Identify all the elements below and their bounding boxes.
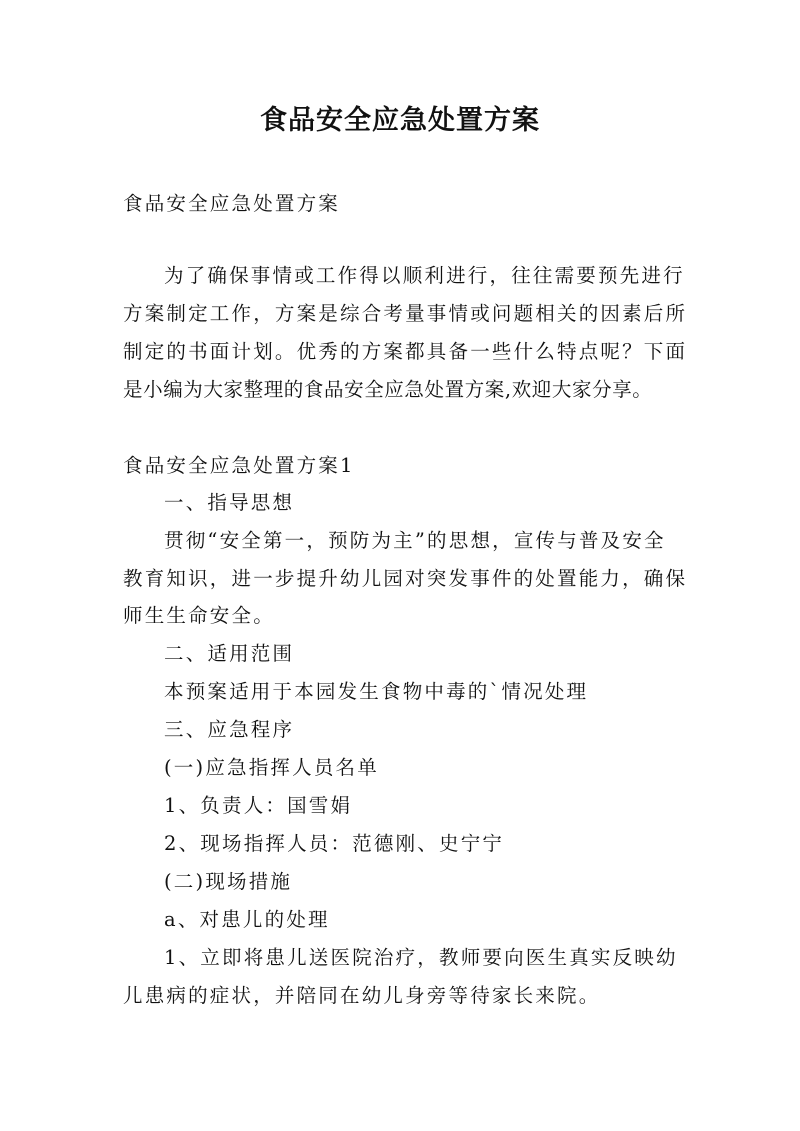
item-onsite-commanders: 2、现场指挥人员：范德刚、史宁宁 <box>164 832 505 855</box>
paragraph-3-line-2: 儿患病的症状，并陪同在幼儿身旁等待家长来院。 <box>123 984 601 1007</box>
paragraph-1-line-2: 教育知识，进一步提升幼儿园对突发事件的处置能力，确保 <box>123 567 688 590</box>
paragraph-3-line-1: 1、立即将患儿送医院治疗，教师要向医生真实反映幼 <box>164 946 678 969</box>
intro-line-1: 为了确保事情或工作得以顺利进行，往往需要预先进行 <box>164 264 685 287</box>
heading-scope: 二、适用范围 <box>164 642 295 665</box>
document-subtitle: 食品安全应急处置方案 <box>123 192 341 215</box>
paragraph-1-line-1: 贯彻“安全第一，预防为主”的思想，宣传与普及安全 <box>164 529 666 552</box>
paragraph-scope: 本预案适用于本园发生食物中毒的`情况处理 <box>164 680 589 703</box>
paragraph-1-line-3: 师生生命安全。 <box>123 604 275 627</box>
item-responsible-person: 1、负责人：国雪娟 <box>164 794 353 817</box>
heading-emergency-procedure: 三、应急程序 <box>164 718 295 741</box>
intro-line-2: 方案制定工作，方案是综合考量事情或问题相关的因素后所 <box>123 302 688 325</box>
subheading-child-handling: a、对患儿的处理 <box>164 908 330 931</box>
subheading-onsite-measures: (二)现场措施 <box>164 870 293 893</box>
intro-line-4: 是小编为大家整理的食品安全应急处置方案,欢迎大家分享。 <box>123 378 653 401</box>
section-title: 食品安全应急处置方案1 <box>123 454 355 477</box>
heading-guiding-ideology: 一、指导思想 <box>164 491 295 514</box>
document-title: 食品安全应急处置方案 <box>260 105 540 136</box>
subheading-command-list: (一)应急指挥人员名单 <box>164 756 379 779</box>
intro-line-3: 制定的书面计划。优秀的方案都具备一些什么特点呢？下面 <box>123 340 688 363</box>
